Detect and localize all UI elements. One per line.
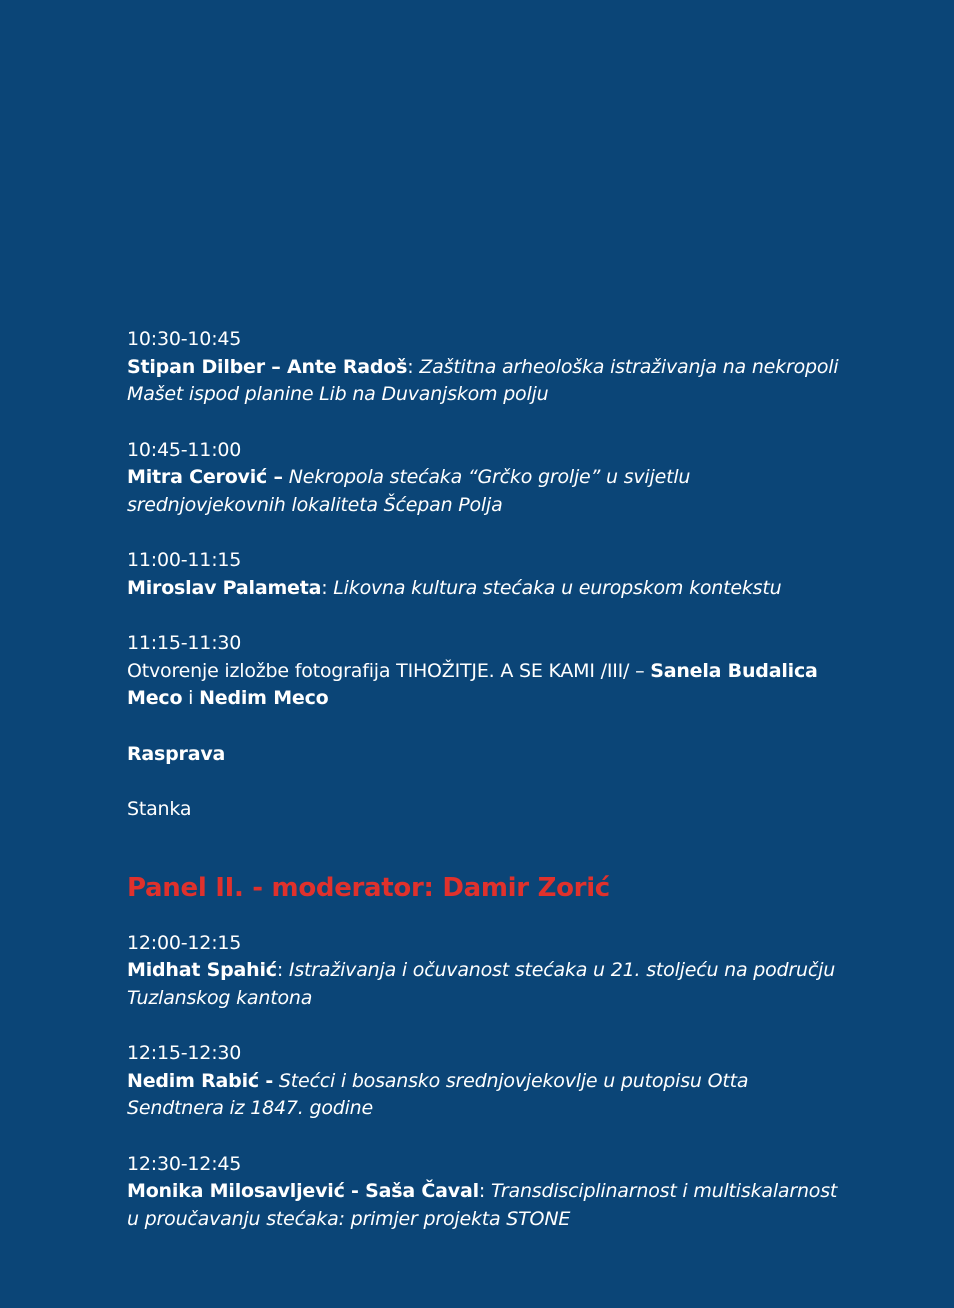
time-slot: 12:30-12:45 [127,1152,242,1175]
time-slot: 10:30-10:45 [127,328,242,350]
programme [127,326,839,1233]
talk-title: Zaštitna arheološka istraživanja na nekropoli Mašet ispod planine Lib na Duvanjskom polju [127,355,839,405]
time-slot: 10:45-11:00 [127,438,242,461]
talk-title: Likovna kultura stećaka u europskom kontekstu [333,576,782,599]
separator: : [321,576,334,599]
talk-title: Istraživanja i očuvanost stećaka u 21. stoljeću na području Tuzlanskog kantona [127,959,836,1009]
programme-item [127,1151,839,1234]
talk-title: Nekropola stećaka “Grčko grolje” u svijetlu srednjovjekovnih lokaliteta Šćepan Polja [127,466,691,516]
exhibition-text: Otvorenje izložbe fotografija TIHOŽITJE. A SE KAMI /III/ – [127,659,651,682]
speaker-names: Mitra Cerović – [127,466,283,488]
time-slot: 12:15-12:30 [127,1042,242,1064]
speaker-names: Monika Milosavljević - Saša Čaval [127,1180,479,1202]
programme-item [127,547,839,602]
talk-title: Stećci i bosansko srednjovjekovlje u putopisu Otta Sendtnera iz 1847. godine [127,1069,749,1119]
exhibition-author: Sanela Budalica Meco [127,659,818,709]
discussion-label: Rasprava [127,742,226,765]
programme-item [127,930,839,1013]
conjunction: i [182,687,200,709]
speaker-names: Nedim Rabić - [127,1069,274,1092]
separator: : [478,1180,491,1202]
speaker-names: Stipan Dilber – Ante Radoš [127,355,408,378]
panel-heading: Panel II. - moderator: Damir Zorić [127,872,610,903]
time-slot: 12:00-12:15 [127,931,242,954]
speaker-names: Midhat Spahić [127,959,277,981]
programme-item [127,437,839,520]
exhibition-author: Nedim Meco [199,687,329,709]
exhibition-item [127,630,839,713]
programme-item [127,326,839,409]
talk-title: Transdisciplinarnost i multiskalarnost u proučavanju stećaka: primjer projekta STONE [127,1180,838,1230]
separator: : [276,959,289,981]
time-slot: 11:00-11:15 [127,549,242,571]
speaker-names: Miroslav Palameta [127,576,322,599]
separator: : [407,355,420,378]
time-slot: 11:15-11:30 [127,632,242,654]
programme-item [127,1040,839,1123]
break-label: Stanka [127,798,192,820]
